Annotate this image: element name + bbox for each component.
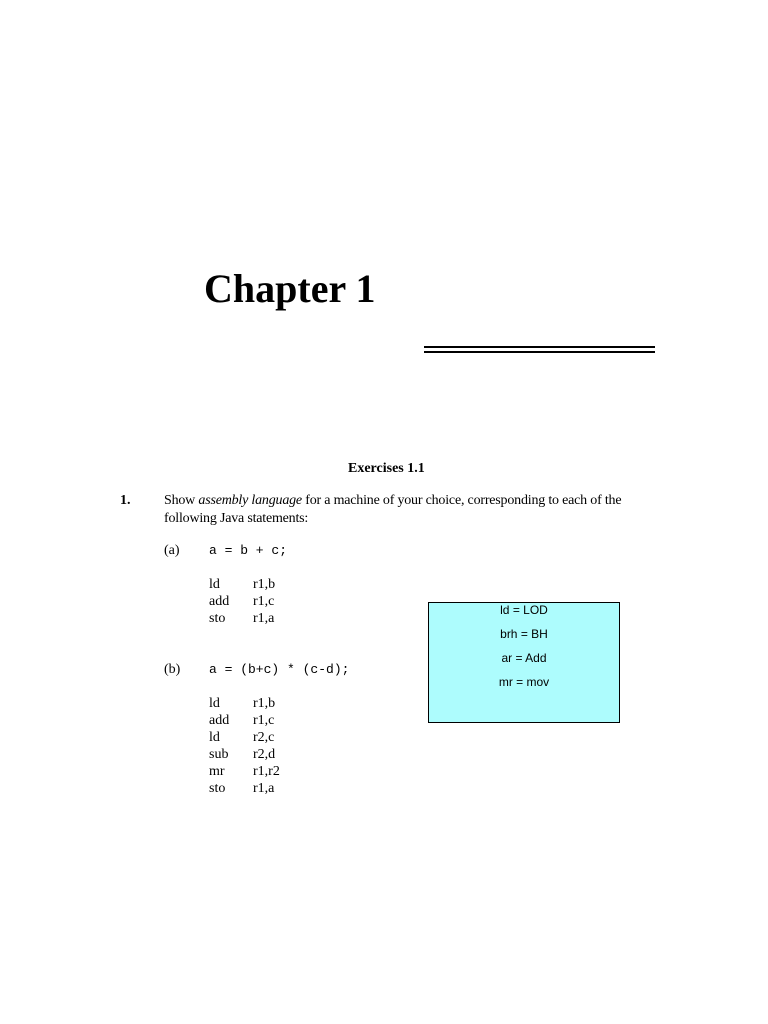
part-b-label: (b) xyxy=(164,662,181,677)
question-text-after: for a machine of your choice, corresponding to each of the following Java statements: xyxy=(164,493,622,526)
mnemonic-legend-box xyxy=(428,602,620,723)
instruction-op: sto xyxy=(209,781,226,796)
instruction-op: sub xyxy=(209,747,229,762)
instruction-args: r1,b xyxy=(253,577,276,592)
instruction-op: sto xyxy=(209,611,226,626)
instruction-args: r1,a xyxy=(253,611,275,626)
legend-line: brh = BH xyxy=(500,627,548,641)
instruction-args: r1,b xyxy=(253,696,276,711)
part-a-label: (a) xyxy=(164,543,180,558)
chapter-title: Chapter 1 xyxy=(204,266,376,311)
question-text-before: Show xyxy=(164,493,199,508)
part-b-statement: a = (b+c) * (c-d); xyxy=(209,662,350,677)
instruction-op: add xyxy=(209,713,230,728)
instruction-op: ld xyxy=(209,730,220,745)
instruction-op: mr xyxy=(209,764,225,779)
question-text-emphasis: assembly language xyxy=(198,493,302,508)
legend-line: ar = Add xyxy=(501,651,547,665)
instruction-op: add xyxy=(209,594,230,609)
instruction-args: r2,d xyxy=(253,747,276,762)
part-a-statement: a = b + c; xyxy=(209,543,288,558)
title-rule-top xyxy=(424,346,655,348)
instruction-args: r1,r2 xyxy=(253,764,280,779)
instruction-op: ld xyxy=(209,696,220,711)
instruction-args: r1,c xyxy=(253,594,275,609)
title-rule-bottom xyxy=(424,351,655,353)
question-text xyxy=(164,492,659,528)
instruction-args: r2,c xyxy=(253,730,275,745)
legend-line: mr = mov xyxy=(498,675,550,689)
instruction-args: r1,c xyxy=(253,713,275,728)
legend-line: ld = LOD xyxy=(500,603,548,617)
instruction-args: r1,a xyxy=(253,781,275,796)
question-number: 1. xyxy=(120,493,131,508)
instruction-op: ld xyxy=(209,577,220,592)
section-heading: Exercises 1.1 xyxy=(348,461,425,476)
